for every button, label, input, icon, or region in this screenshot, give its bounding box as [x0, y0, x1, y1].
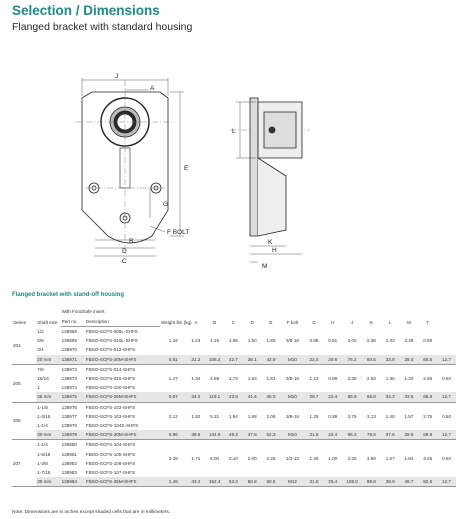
table-row-metric — [12, 355, 456, 365]
dim-label-m: M — [262, 263, 268, 270]
desc-cell: FBSO-SCFS-103-SHFS — [85, 413, 136, 419]
size-cell: 1-1/8 — [37, 404, 48, 410]
metric-a-cell: 34.0 — [186, 392, 205, 402]
page-title: Selection / Dimensions — [12, 3, 160, 18]
col-e: E — [269, 319, 273, 325]
metric-c-cell: 53.3 — [224, 477, 243, 487]
inch-f-cell: 1/2-13 — [285, 456, 299, 462]
desc-cell: FBSO-SCFS-008L-SHFS — [85, 329, 138, 334]
inch-t-cell: 2.56 — [423, 376, 433, 382]
inch-m-cell: 1.84 — [404, 456, 414, 462]
desc-cell: FBSO-SCFS-107-SHFS — [85, 470, 136, 476]
size-cell: 1-3/8 — [37, 460, 48, 466]
metric-k-cell: 79.5 — [362, 430, 381, 440]
col-d: D — [250, 319, 254, 325]
inch-c-cell: 2.10 — [228, 456, 238, 462]
inch-l-cell: 1.57 — [385, 456, 395, 462]
metric-t2-cell: 12.7 — [437, 355, 456, 365]
size-cell: 15/16 — [37, 376, 49, 382]
metric-m-cell: 39.9 — [400, 430, 419, 440]
series-cell: 204 — [12, 327, 36, 365]
inch-c-cell: 1.73 — [228, 376, 238, 382]
desc-cell: FBSO-SCFS-104-SHFS — [85, 442, 136, 448]
series-cell: 207 — [12, 440, 36, 487]
metric-d-cell: 47.8 — [243, 430, 262, 440]
inch-m-cell: 1.57 — [404, 413, 414, 419]
inch-a-cell: 1.34 — [191, 376, 201, 382]
part-cell: 138980 — [61, 442, 77, 448]
metric-c-cell: 42.7 — [224, 355, 243, 365]
dim-label-g: G — [163, 201, 169, 208]
metric-e-cell: 52.3 — [262, 430, 281, 440]
col-m: M — [407, 319, 411, 325]
desc-cell: FBSO-SCFS-010L-SHFS — [85, 338, 138, 344]
table-row — [12, 327, 456, 337]
metric-size-cell: 30 mm — [36, 430, 60, 440]
metric-f-cell: M12 — [280, 477, 304, 487]
inch-weight-cell: 2.12 — [168, 413, 178, 419]
inch-b-cell: 4.19 — [210, 337, 220, 343]
part-cell: 138977 — [61, 413, 77, 419]
series-cell: 205 — [12, 364, 36, 402]
inch-k-cell: 2.63 — [366, 376, 376, 382]
table-note: Note: Dimensions are in inches except shaded cells that are in millimeters. — [12, 510, 171, 515]
inch-k-cell: 2.38 — [366, 337, 376, 343]
part-cell: 138981 — [61, 451, 77, 457]
part-cell: 138970 — [61, 347, 77, 353]
metric-size-cell: 20 mm — [36, 355, 60, 365]
table-row — [12, 402, 456, 412]
inch-g-cell: 1.13 — [309, 376, 319, 382]
size-cell: 5/8 — [37, 338, 44, 344]
table-title: Flanged bracket with stand-off housing — [12, 292, 125, 298]
metric-size-cell: 35 mm — [36, 477, 60, 487]
inch-d-cell: 2.00 — [247, 456, 257, 462]
inch-h-cell: 0.88 — [328, 413, 338, 419]
metric-g-cell: 22.4 — [305, 355, 324, 365]
inch-weight-cell: 3.29 — [168, 456, 178, 462]
inch-f-cell: 3/8-16 — [285, 376, 299, 382]
dim-label-l: L — [232, 128, 236, 135]
desc-cell: FBSO-SCFS-105-SHFS — [85, 451, 136, 457]
inch-h-cell: 1.00 — [328, 456, 338, 462]
metric-g-cell: 28.7 — [305, 392, 324, 402]
inch-m-cell: 2.38 — [404, 337, 414, 343]
metric-t2-cell: 12.7 — [437, 430, 456, 440]
table-row — [12, 364, 456, 374]
inch-e-cell: 2.06 — [266, 413, 276, 419]
part-cell: 138973 — [61, 376, 77, 382]
part-cell: 138972 — [61, 366, 77, 372]
inch-e-cell: 1.69 — [266, 337, 276, 343]
inch-t2-cell: 0.50 — [442, 376, 452, 382]
metric-t-cell: 60.5 — [418, 355, 437, 365]
inch-j-cell: 4.25 — [347, 456, 357, 462]
metric-h-cell: 20.6 — [323, 355, 342, 365]
size-cell: 1 — [37, 385, 40, 391]
metric-l-cell: 39.9 — [381, 477, 400, 487]
empty-cell — [437, 327, 456, 355]
metric-l-cell: 37.6 — [381, 430, 400, 440]
metric-d-cell: 50.8 — [243, 477, 262, 487]
col-foodsafe: With FoodSafe insert — [61, 309, 105, 315]
col-f: F bolt — [286, 319, 299, 325]
part-cell: 138978 — [61, 423, 77, 429]
metric-h-cell: 25.4 — [323, 477, 342, 487]
metric-k-cell: 66.8 — [362, 392, 381, 402]
inch-b-cell: 5.31 — [210, 413, 220, 419]
metric-size-cell: 25 mm — [36, 392, 60, 402]
metric-j-cell: 85.9 — [342, 392, 362, 402]
metric-part-cell: 138971 — [61, 355, 85, 365]
desc-cell: FBSO-SCFS-012-SHFS — [85, 347, 136, 353]
metric-c-cell: 43.9 — [224, 392, 243, 402]
col-part-no: Part no. — [61, 316, 85, 327]
inch-e-cell: 2.28 — [266, 456, 276, 462]
dim-label-d: D — [122, 248, 127, 255]
metric-k-cell: 88.9 — [362, 477, 381, 487]
metric-d-cell: 38.1 — [243, 355, 262, 365]
metric-k-cell: 60.5 — [362, 355, 381, 365]
col-g: G — [312, 319, 316, 325]
desc-cell: FBSO-SCFS-102-SHFS — [85, 404, 136, 410]
table-row-metric — [12, 430, 456, 440]
metric-desc-cell: FBSO-SCFS-25M-SHFS — [85, 392, 160, 402]
col-t: T — [426, 319, 430, 325]
metric-t-cell: 69.9 — [418, 430, 437, 440]
series-cell: 206 — [12, 402, 36, 440]
size-cell: 3/4 — [37, 347, 44, 353]
inch-m-cell: 1.32 — [404, 376, 414, 382]
desc-cell: FBSO-SCFS-100-SHFS — [85, 385, 136, 391]
col-series: Series — [13, 319, 27, 325]
inch-t2-cell: 0.50 — [442, 456, 452, 462]
desc-cell: FBSO-SCFS-106-SHFS — [85, 460, 136, 466]
part-cell: 138983 — [61, 470, 77, 476]
dim-label-a: A — [150, 85, 155, 92]
inch-g-cell: 1.25 — [309, 456, 319, 462]
metric-weight-cell: 0.67 — [160, 392, 187, 402]
dim-label-e: E — [184, 165, 189, 172]
part-cell: 138982 — [61, 460, 77, 466]
metric-m-cell: 28.4 — [400, 355, 419, 365]
inch-j-cell: 3.38 — [347, 376, 357, 382]
metric-b-cell: 152.4 — [205, 477, 224, 487]
metric-b-cell: 119.1 — [205, 392, 224, 402]
metric-part-cell: 138979 — [61, 430, 85, 440]
col-description: Description — [85, 316, 160, 327]
metric-f-cell: M10 — [280, 392, 304, 402]
metric-a-cell: 43.4 — [186, 477, 205, 487]
metric-t-cell: 82.6 — [418, 477, 437, 487]
inch-g-cell: 0.88 — [309, 337, 319, 343]
metric-part-cell: 138975 — [61, 392, 85, 402]
col-weight: Weight lbs (kg) — [160, 319, 192, 325]
metric-t2-cell: 12.7 — [437, 392, 456, 402]
inch-a-cell: 1.23 — [191, 337, 201, 343]
inch-h-cell: 0.88 — [328, 376, 338, 382]
metric-a-cell: 31.2 — [186, 355, 205, 365]
inch-l-cell: 1.48 — [385, 413, 395, 419]
metric-desc-cell: FBSO-SCFS-30M-SHFS — [85, 430, 160, 440]
metric-m-cell: 46.7 — [400, 477, 419, 487]
metric-j-cell: 108.0 — [342, 477, 362, 487]
dim-label-c: C — [122, 258, 127, 265]
inch-e-cell: 1.81 — [266, 376, 276, 382]
metric-t2-cell: 12.7 — [437, 477, 456, 487]
inch-weight-cell: 1.34 — [168, 337, 178, 343]
part-cell: 138974 — [61, 385, 77, 391]
metric-e-cell: 42.9 — [262, 355, 281, 365]
inch-k-cell: 3.13 — [366, 413, 376, 419]
inch-b-cell: 4.69 — [210, 376, 220, 382]
metric-h-cell: 22.4 — [323, 392, 342, 402]
dim-label-b: B — [129, 238, 134, 245]
inch-b-cell: 6.00 — [210, 456, 220, 462]
metric-j-cell: 76.2 — [342, 355, 362, 365]
metric-weight-cell: 1.49 — [160, 477, 187, 487]
metric-d-cell: 41.4 — [243, 392, 262, 402]
metric-desc-cell: FBSO-SCFS-20M-SHFS — [85, 355, 160, 365]
inch-f-cell: 3/8-16 — [285, 413, 299, 419]
metric-l-cell: 34.3 — [381, 392, 400, 402]
inch-d-cell: 1.88 — [247, 413, 257, 419]
desc-cell: FBSO-SCFS-104S-SHFS — [85, 423, 139, 429]
col-l: L — [388, 319, 392, 325]
inch-c-cell: 1.94 — [228, 413, 238, 419]
size-cell: 7/8 — [37, 366, 44, 372]
col-shaft-size: Shaft size — [37, 319, 58, 325]
metric-weight-cell: 0.96 — [160, 430, 187, 440]
metric-weight-cell: 0.61 — [160, 355, 187, 365]
col-c: C — [231, 319, 236, 325]
col-h: H — [331, 319, 335, 325]
dimensions-table — [12, 303, 456, 487]
dim-label-f-bolt: F BOLT — [167, 229, 190, 236]
metric-g-cell: 31.8 — [305, 430, 324, 440]
part-cell: 138968 — [61, 329, 77, 334]
dim-label-k: K — [268, 239, 273, 246]
metric-c-cell: 49.3 — [224, 430, 243, 440]
desc-cell: FBSO-SCFS-015-SHFS — [85, 376, 136, 382]
col-j: J — [350, 319, 354, 325]
metric-f-cell: M10 — [280, 355, 304, 365]
side-flange — [250, 98, 258, 236]
inch-j-cell: 3.00 — [347, 337, 357, 343]
size-cell: 1-1/4 — [37, 423, 48, 429]
col-a: A — [194, 319, 198, 325]
size-cell: 1-5/16 — [37, 451, 51, 457]
dim-label-h: H — [272, 247, 277, 254]
inch-a-cell: 1.71 — [191, 456, 201, 462]
part-cell: 138976 — [61, 404, 77, 410]
metric-g-cell: 31.8 — [305, 477, 324, 487]
inch-f-cell: 3/8-16 — [285, 337, 299, 343]
inch-t-cell: 0.50 — [423, 337, 433, 343]
inch-weight-cell: 1.47 — [168, 376, 178, 382]
size-cell: 1-1/4 — [37, 442, 48, 448]
table-row-metric — [12, 477, 456, 487]
page-subtitle: Flanged bracket with standard housing — [12, 21, 193, 33]
col-k: K — [369, 319, 373, 325]
metric-b-cell: 134.9 — [205, 430, 224, 440]
metric-m-cell: 33.5 — [400, 392, 419, 402]
table-row-metric — [12, 392, 456, 402]
table-row — [12, 440, 456, 450]
col-b: B — [213, 319, 217, 325]
size-cell: 1-7/16 — [37, 470, 51, 476]
desc-cell: FBSO-SCFS-014-SHFS — [85, 366, 136, 372]
metric-t-cell: 65.0 — [418, 392, 437, 402]
inch-c-cell: 1.68 — [228, 337, 238, 343]
dim-label-j: J — [115, 73, 119, 80]
size-cell: 1-3/16 — [37, 413, 51, 419]
metric-b-cell: 106.4 — [205, 355, 224, 365]
inch-g-cell: 1.25 — [309, 413, 319, 419]
metric-j-cell: 95.3 — [342, 430, 362, 440]
inch-t-cell: 3.25 — [423, 456, 433, 462]
inch-a-cell: 1.52 — [191, 413, 201, 419]
inch-t2-cell: 0.50 — [442, 413, 452, 419]
inch-d-cell: 1.50 — [247, 337, 257, 343]
inch-j-cell: 3.75 — [347, 413, 357, 419]
metric-a-cell: 38.6 — [186, 430, 205, 440]
metric-desc-cell: FBSO-SCFS-35M-SHFS — [85, 477, 160, 487]
metric-h-cell: 22.4 — [323, 430, 342, 440]
inch-k-cell: 3.50 — [366, 456, 376, 462]
metric-l-cell: 33.8 — [381, 355, 400, 365]
metric-e-cell: 60.5 — [262, 477, 281, 487]
inch-l-cell: 1.33 — [385, 337, 395, 343]
inch-d-cell: 1.63 — [247, 376, 257, 382]
inch-l-cell: 1.35 — [385, 376, 395, 382]
inch-h-cell: 0.81 — [328, 337, 338, 343]
part-cell: 138969 — [61, 338, 77, 344]
inch-t-cell: 2.75 — [423, 413, 433, 419]
metric-e-cell: 46.0 — [262, 392, 281, 402]
metric-part-cell: 138984 — [61, 477, 85, 487]
size-cell: 1/2 — [37, 328, 44, 334]
metric-f-cell: M10 — [280, 430, 304, 440]
